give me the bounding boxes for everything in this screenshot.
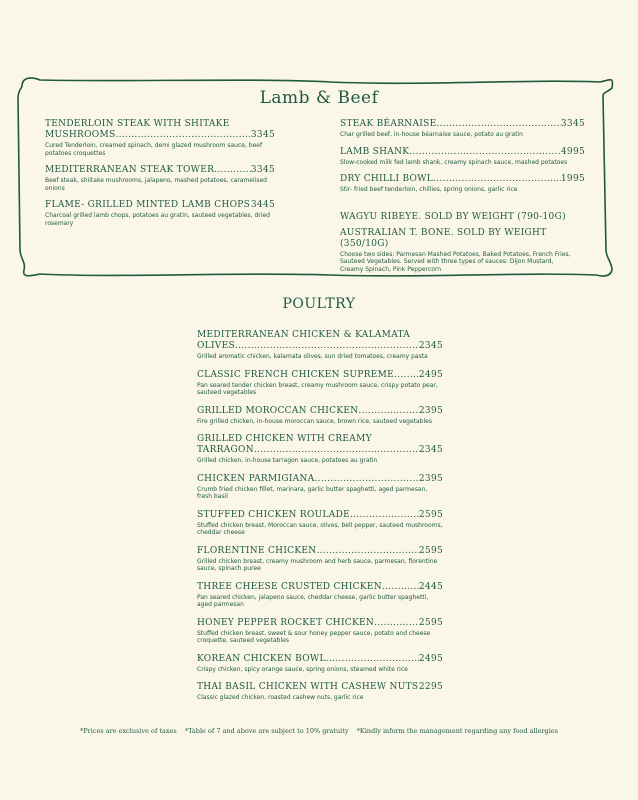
menu-item (45, 165, 275, 192)
item-name-row (45, 165, 275, 176)
menu-item (197, 510, 443, 537)
item-name: KOREAN CHICKEN BOWL (197, 653, 326, 664)
item-description: Pan seared chicken, jalapeno sauce, cheddar cheese, garlic butter spaghetti, aged parmesan (197, 593, 429, 608)
item-name: STEAK BÉARNAISE (340, 119, 437, 129)
item-description: Pan seared tender chicken breast, creamy mushroom sauce, crispy potato pear, sauteed vegetables (197, 381, 438, 396)
item-price: 3345 (250, 165, 275, 175)
item-price: 1995 (560, 174, 585, 184)
item-price: 2345 (418, 341, 443, 351)
item-name-row (340, 147, 585, 158)
item-price: 2345 (418, 445, 443, 455)
item-name: DRY CHILLI BOWL (340, 174, 434, 184)
item-description: Crumb fried chicken fillet, marinara, garlic butter spaghetti, aged parmesan, fresh basil (197, 485, 428, 500)
item-description: Grilled chicken, in-house tarragon sauce, potatoes au gratin (197, 457, 378, 464)
footer-note-taxes: *Prices are exclusive of taxes (80, 727, 177, 735)
item-description: Fire grilled chicken, in-house moroccan sauce, brown rice, sauteed vegetables (197, 417, 432, 425)
item-name-row (340, 174, 585, 185)
item-price: 3345 (250, 130, 275, 140)
item-name: THREE CHEESE CRUSTED CHICKEN (197, 581, 382, 592)
menu-item (197, 406, 443, 426)
item-price: 2595 (418, 509, 443, 520)
item-name: FLAME- GRILLED MINTED LAMB CHOPS (45, 200, 251, 210)
item-name-row (197, 474, 443, 485)
item-name-top: TENDERLOIN STEAK WITH SHITAKE (45, 119, 230, 129)
footer-note-allergies: *Kindly inform the management regarding any food allergies (356, 727, 558, 735)
item-name-row (197, 546, 443, 557)
item-price: 2495 (418, 369, 443, 380)
item-price: 2395 (418, 473, 443, 484)
menu-item (45, 200, 275, 227)
item-name-top: GRILLED CHICKEN WITH CREAMY (197, 434, 372, 444)
item-name: STUFFED CHICKEN ROULADE (197, 509, 350, 520)
item-name: HONEY PEPPER ROCKET CHICKEN (197, 617, 375, 628)
item-name-row (197, 582, 443, 593)
item-name-row (197, 654, 443, 665)
australian-tbone: AUSTRALIAN T. BONE. SOLD BY WEIGHT (350/10G) (340, 227, 547, 249)
menu-item (197, 474, 443, 501)
item-description: Char grilled beef, in-house béarnaise sauce, potato au gratin (340, 131, 523, 138)
item-price: 2595 (418, 617, 443, 628)
item-description: Stuffed chicken breast, Moroccan sauce, olives, bell pepper, sauteed mushrooms, cheddar cheese (197, 521, 443, 536)
lamb-beef-title: Lamb & Beef (259, 88, 379, 108)
poultry-title: POULTRY (282, 296, 356, 312)
item-price: 3445 (250, 200, 275, 210)
item-description: Crispy chicken, spicy orange sauce, spring onions, steamed white rice (197, 665, 408, 673)
menu-item (340, 119, 585, 139)
menu-item (197, 682, 443, 702)
item-name-row (197, 510, 443, 521)
item-description: Grilled chicken breast, creamy mushroom and herb sauce, parmesan, florentine sauce, spinach puree (197, 557, 438, 572)
item-name-row (45, 130, 275, 141)
menu-item (197, 434, 443, 465)
lamb-beef-left-column (45, 119, 275, 235)
menu-item (197, 618, 443, 645)
item-price: 2395 (418, 405, 443, 416)
item-name-row (197, 682, 443, 693)
item-description: Slow-cooked milk fed lamb shank, creamy spinach sauce, mashed potatoes (340, 158, 568, 166)
item-name: GRILLED MOROCCAN CHICKEN (197, 405, 359, 416)
item-name-row (197, 618, 443, 629)
item-name-row (197, 406, 443, 417)
item-name: MEDITERRANEAN STEAK TOWER (45, 165, 215, 175)
item-name: MUSHROOMS (45, 130, 116, 140)
menu-item (197, 330, 443, 361)
item-price: 4995 (560, 146, 585, 157)
item-description: Beef steak, shiitake mushrooms, jalapeno, mashed potatoes, caramelised onions (45, 177, 267, 192)
item-description: Grilled aromatic chicken, kalamata olives, sun dried tomatoes, creamy pasta (197, 353, 428, 360)
item-name-row (45, 200, 275, 211)
item-name: FLORENTINE CHICKEN (197, 545, 317, 556)
item-price: 2495 (418, 653, 443, 664)
menu-item (197, 654, 443, 674)
item-name: LAMB SHANK (340, 146, 410, 157)
menu-item (340, 147, 585, 167)
item-description: Stir- fried beef tenderloin, chillies, spring onions, garlic rice (340, 186, 518, 193)
item-name: OLIVES (197, 341, 235, 351)
footer-notes (0, 727, 638, 735)
item-price: 2595 (418, 545, 443, 556)
footer-note-gratuity: *Table of 7 and above are subject to 10% gratuity (184, 727, 349, 735)
item-price: 3345 (560, 119, 585, 129)
menu-item (197, 546, 443, 573)
item-description: Classic glazed chicken, roasted cashew nuts, garlic rice (197, 694, 364, 701)
menu-item (340, 174, 585, 194)
item-name-row (197, 445, 443, 456)
item-name: TARRAGON (197, 445, 254, 455)
lamb-beef-right-column (340, 119, 585, 273)
tbone-description: Choose two sides: Parmesan Mashed Potatoes, Baked Potatoes, French Fries, Sauteed Vegetables. Served with three types of sauces: Dijon Mustard, Creamy Spinach, Pink Peppercorn (340, 250, 571, 273)
item-name-top: MEDITERRANEAN CHICKEN & KALAMATA (197, 330, 411, 340)
item-description: Stuffed chicken breast, sweet & sour honey pepper sauce, potato and cheese croquette, sauteed vegetables (197, 629, 431, 644)
menu-item (197, 582, 443, 609)
menu-item (45, 119, 275, 157)
item-name-row (197, 370, 443, 381)
item-name-row (340, 119, 585, 130)
item-price: 2445 (418, 581, 443, 592)
item-name: CLASSIC FRENCH CHICKEN SUPREME (197, 369, 395, 380)
item-name: CHICKEN PARMIGIANA (197, 473, 315, 484)
item-description: Cured Tenderloin, creamed spinach, demi glazed mushroom sauce, beef potatoes croquettes (45, 142, 263, 157)
poultry-column (197, 330, 443, 711)
menu-item (197, 370, 443, 397)
item-name: THAI BASIL CHICKEN WITH CASHEW NUTS (197, 682, 419, 692)
item-name-row (197, 341, 443, 352)
item-description: Charcoal grilled lamb chops, potatoes au gratin, sauteed vegetables, dried rosemary (45, 212, 270, 227)
item-price: 2295 (418, 682, 443, 692)
wagyu-ribeye: WAGYU RIBEYE. SOLD BY WEIGHT (790-10G) (340, 211, 566, 222)
